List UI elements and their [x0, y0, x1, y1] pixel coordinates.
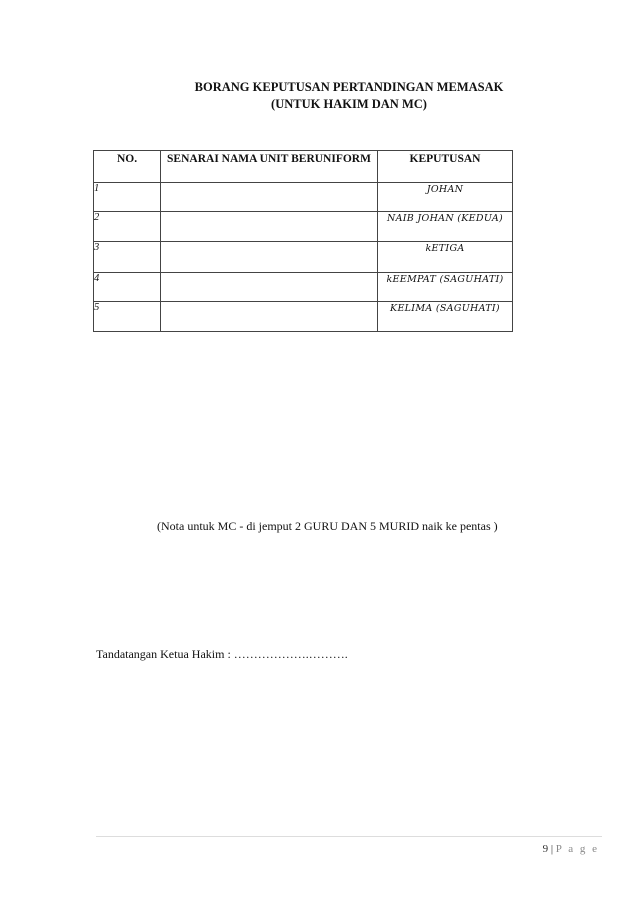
- page-label: P a g e: [555, 843, 599, 855]
- row-result: [378, 242, 513, 273]
- table-row: [94, 242, 513, 273]
- result-text: kEEMPAT (SAGUHATI): [386, 274, 504, 285]
- header-unit-name: SENARAI NAMA UNIT BERUNIFORM: [161, 151, 378, 183]
- mc-note: (Nota untuk MC - di jemput 2 GURU DAN 5 MURID naik ke pentas ): [157, 519, 498, 533]
- row-unit-name: [161, 212, 378, 242]
- signature-line: Tandatangan Ketua Hakim : ……………….……….: [96, 647, 348, 661]
- row-unit-name: [161, 242, 378, 273]
- table-row: [94, 183, 513, 212]
- row-unit-name: [161, 183, 378, 212]
- row-result: [378, 212, 513, 242]
- row-result: [378, 302, 513, 332]
- header-result: KEPUTUSAN: [378, 151, 513, 183]
- result-text: KELIMA (SAGUHATI): [390, 303, 500, 314]
- row-result: [378, 273, 513, 302]
- result-text: JOHAN: [426, 184, 464, 195]
- page-number: 9: [542, 843, 549, 855]
- document-title: BORANG KEPUTUSAN PERTANDINGAN MEMASAK: [194, 80, 504, 94]
- result-text: NAIB JOHAN (KEDUA): [386, 213, 504, 224]
- row-no: 4: [94, 273, 161, 302]
- result-text: kETIGA: [425, 243, 465, 254]
- results-table: [93, 150, 513, 332]
- table-row: [94, 273, 513, 302]
- row-no: 1: [94, 183, 161, 212]
- row-no: 2: [94, 212, 161, 242]
- row-result: [378, 183, 513, 212]
- row-no: 5: [94, 302, 161, 332]
- footer-separator: |: [550, 843, 554, 855]
- footer-divider: [96, 836, 602, 837]
- table-header-row: [94, 151, 513, 183]
- header-no: NO.: [94, 151, 161, 183]
- table-row: [94, 302, 513, 332]
- document-subtitle: (UNTUK HAKIM DAN MC): [271, 97, 427, 111]
- table-row: [94, 212, 513, 242]
- row-no: 3: [94, 242, 161, 273]
- page-footer: [543, 843, 599, 855]
- row-unit-name: [161, 302, 378, 332]
- row-unit-name: [161, 273, 378, 302]
